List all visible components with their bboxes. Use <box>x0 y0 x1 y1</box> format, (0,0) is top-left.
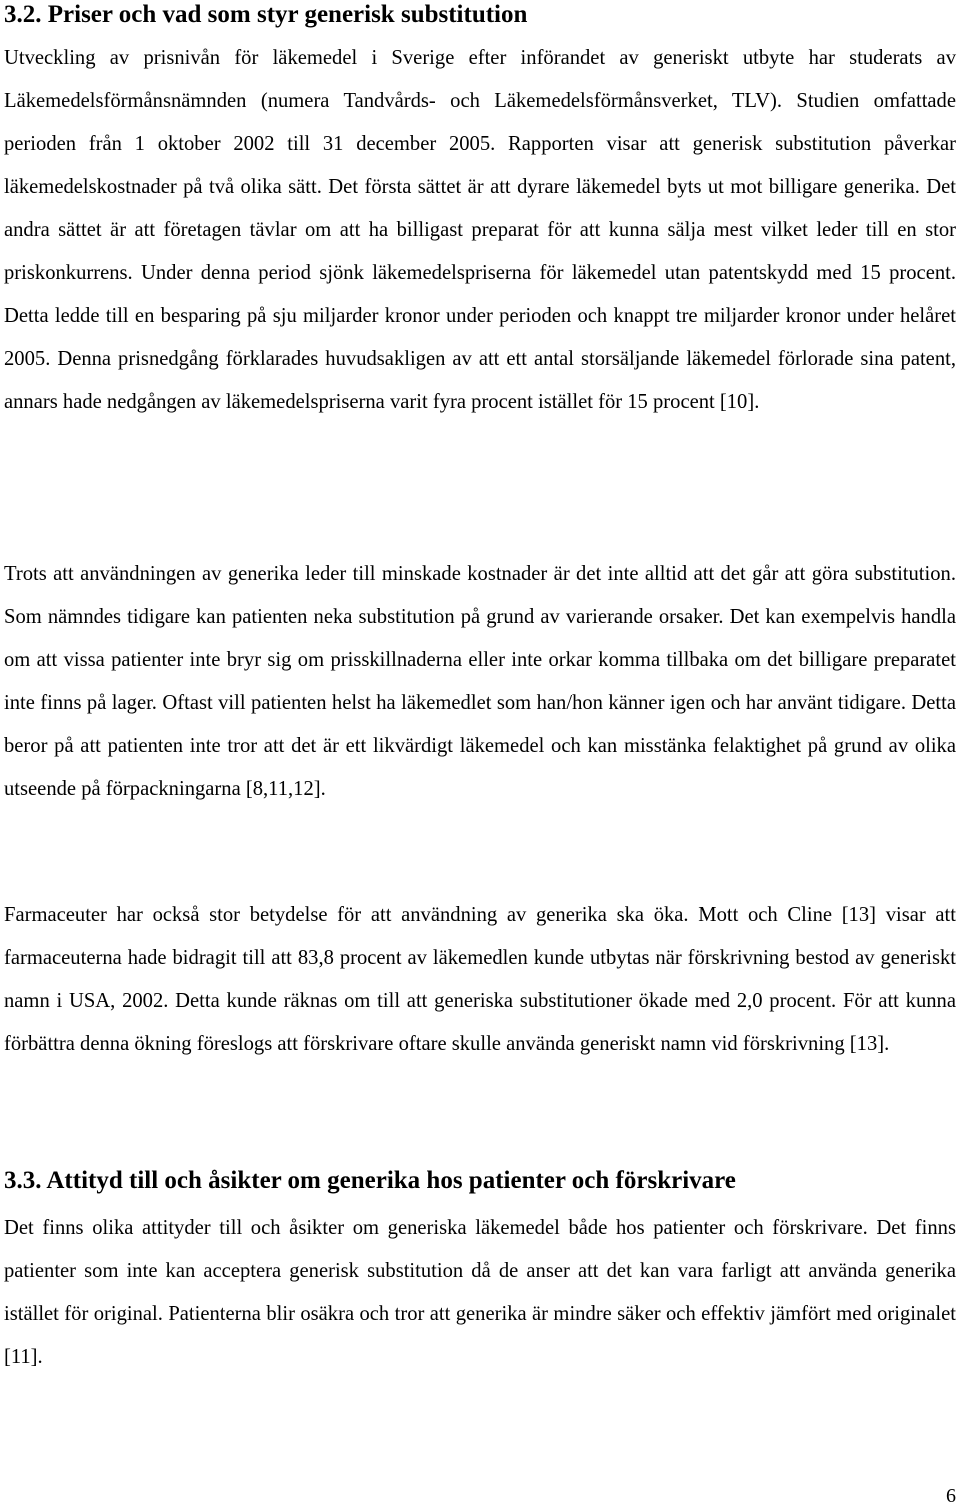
paragraph-prices: Utveckling av prisnivån för läkemedel i Sverige efter införandet av generiskt utbyte har studerats av Läkemedelsförmånsnämnden (numera Tandvårds- och Läkemedelsförmånsverket, TLV). Studien omfattade perioden från 1 oktober 2002 till 31 december 2005. Rapporten visar att generisk substitution påverkar läkemedelskostnader på två olika sätt. Det första sättet är att dyrare läkemedel byts ut mot billigare generika. Det andra sättet är att företagen tävlar om att ha billigast preparat för att kunna sälja mest vilket leder till en stor priskonkurrens. Under denna period sjönk läkemedelspriserna för läkemedel utan patentskydd med 15 procent. Detta ledde till en besparing på sju miljarder kronor under perioden och knappt tre miljarder kronor under helåret 2005. Denna prisnedgång förklarades huvudsakligen av att ett antal storsäljande läkemedel förlorade sina patent, annars hade nedgången av läkemedelspriserna varit fyra procent istället för 15 procent [10]. <box>4 47 956 413</box>
page-number: 6 <box>946 1485 956 1507</box>
section-heading-3-2: 3.2. Priser och vad som styr generisk substitution <box>4 1 528 28</box>
paragraph-pharmacists: Farmaceuter har också stor betydelse för att användning av generika ska öka. Mott och Cline [13] visar att farmaceuterna hade bidragit till att 83,8 procent av läkemedlen kunde utbytas när förskrivning bestod av generiskt namn i USA, 2002. Detta kunde räknas om till att generiska substitutioner ökade med 2,0 procent. För att kunna förbättra denna ökning föreslogs att förskrivare oftare skulle använda generiskt namn vid förskrivning [13]. <box>4 904 956 1055</box>
paragraph-substitution-refusal: Trots att användningen av generika leder till minskade kostnader är det inte alltid att det går att göra substitution. Som nämndes tidigare kan patienten neka substitution på grund av varierande orsaker. Det kan exempelvis handla om att vissa patienter inte bryr sig om prisskillnaderna eller inte orkar komma tillbaka om det billigare preparatet inte finns på lager. Oftast vill patienten helst ha läkemedlet som han/hon känner igen och har använt tidigare. Detta beror på att patienten inte tror att det är ett likvärdigt läkemedel och kan misstänka felaktighet på grund av olika utseende på förpackningarna [8,11,12]. <box>4 563 956 800</box>
paragraph-attitudes: Det finns olika attityder till och åsikter om generiska läkemedel både hos patienter och förskrivare. Det finns patienter som inte kan acceptera generisk substitution då de anser att det kan vara farligt att använda generika istället för original. Patienterna blir osäkra och tror att generika är mindre säker och effektiv jämfört med originalet [11]. <box>4 1217 956 1368</box>
section-heading-3-3: 3.3. Attityd till och åsikter om generika hos patienter och förskrivare <box>4 1167 736 1194</box>
